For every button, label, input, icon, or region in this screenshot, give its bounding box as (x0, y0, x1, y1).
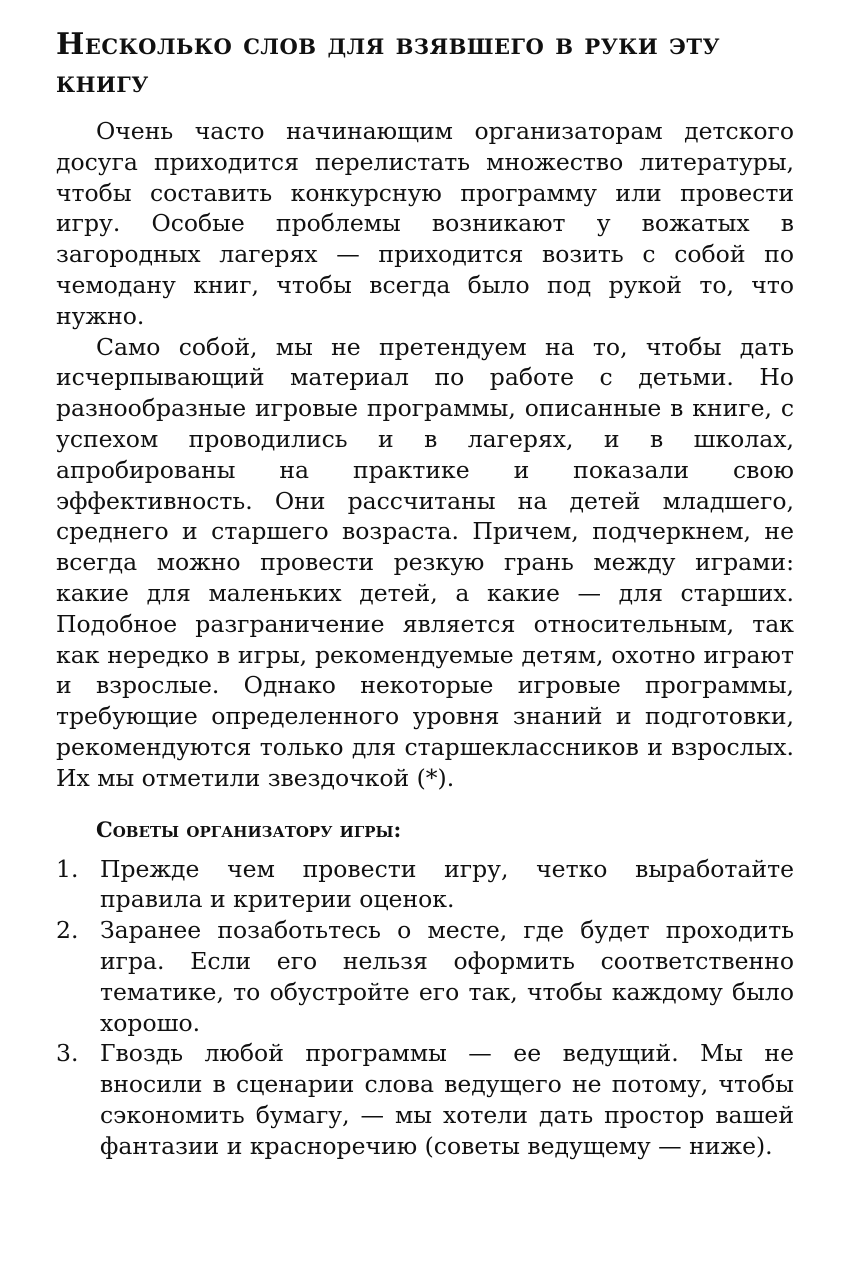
tips-list (56, 854, 794, 1162)
book-page (56, 26, 794, 1162)
tip-item (56, 854, 794, 916)
tip-item (56, 915, 794, 1038)
tip-text: Гвоздь любой программы — ее ведущий. Мы не вносили в сценарии слова ведущего не потому, чтобы сэкономить бумагу, — мы хотели дать простор вашей фантазии и красноречию (советы ведущему — ниже). (100, 1039, 794, 1160)
tip-number: 2. (56, 916, 79, 945)
intro-paragraph-1: Очень часто начинающим организаторам детского досуга приходится перелистать множество литературы, чтобы составить конкурсную программу или провести игру. Особые проблемы возникают у вожатых в загородных лагерях — приходится возить с собой по чемодану книг, чтобы всегда было под рукой то, что нужно. (56, 117, 794, 330)
tip-text: Прежде чем провести игру, четко выработайте правила и критерии оценок. (100, 854, 794, 914)
tip-number: 1. (56, 854, 79, 883)
tips-heading: Советы организатору игры: (96, 816, 402, 842)
page-title: Несколько слов для взявшего в руки эту книгу (56, 27, 720, 100)
tip-text: Заранее позаботьтесь о месте, где будет проходить игра. Если его нельзя оформить соответственно тематике, то обустройте его так, чтобы каждому было хорошо. (100, 916, 794, 1037)
tip-item (56, 1038, 794, 1161)
tip-number: 3. (56, 1039, 79, 1068)
intro-paragraph-2: Само собой, мы не претендуем на то, чтобы дать исчерпывающий материал по работе с детьми. Но разнообразные игровые программы, описанные в книге, с успехом проводились и в лагерях, и в школах, апробированы на практике и показали свою эффективность. Они рассчитаны на детей младшего, среднего и старшего возраста. Причем, подчеркнем, не всегда можно провести резкую грань между играми: какие для маленьких детей, а какие — для старших. Подобное разграничение является относительным, так как нередко в игры, рекомендуемые детям, охотно играют и взрослые. Однако некоторые игровые программы, требующие определенного уровня знаний и подготовки, рекомендуются только для старшеклассников и взрослых. Их мы отметили звездочкой (*). (56, 332, 794, 792)
